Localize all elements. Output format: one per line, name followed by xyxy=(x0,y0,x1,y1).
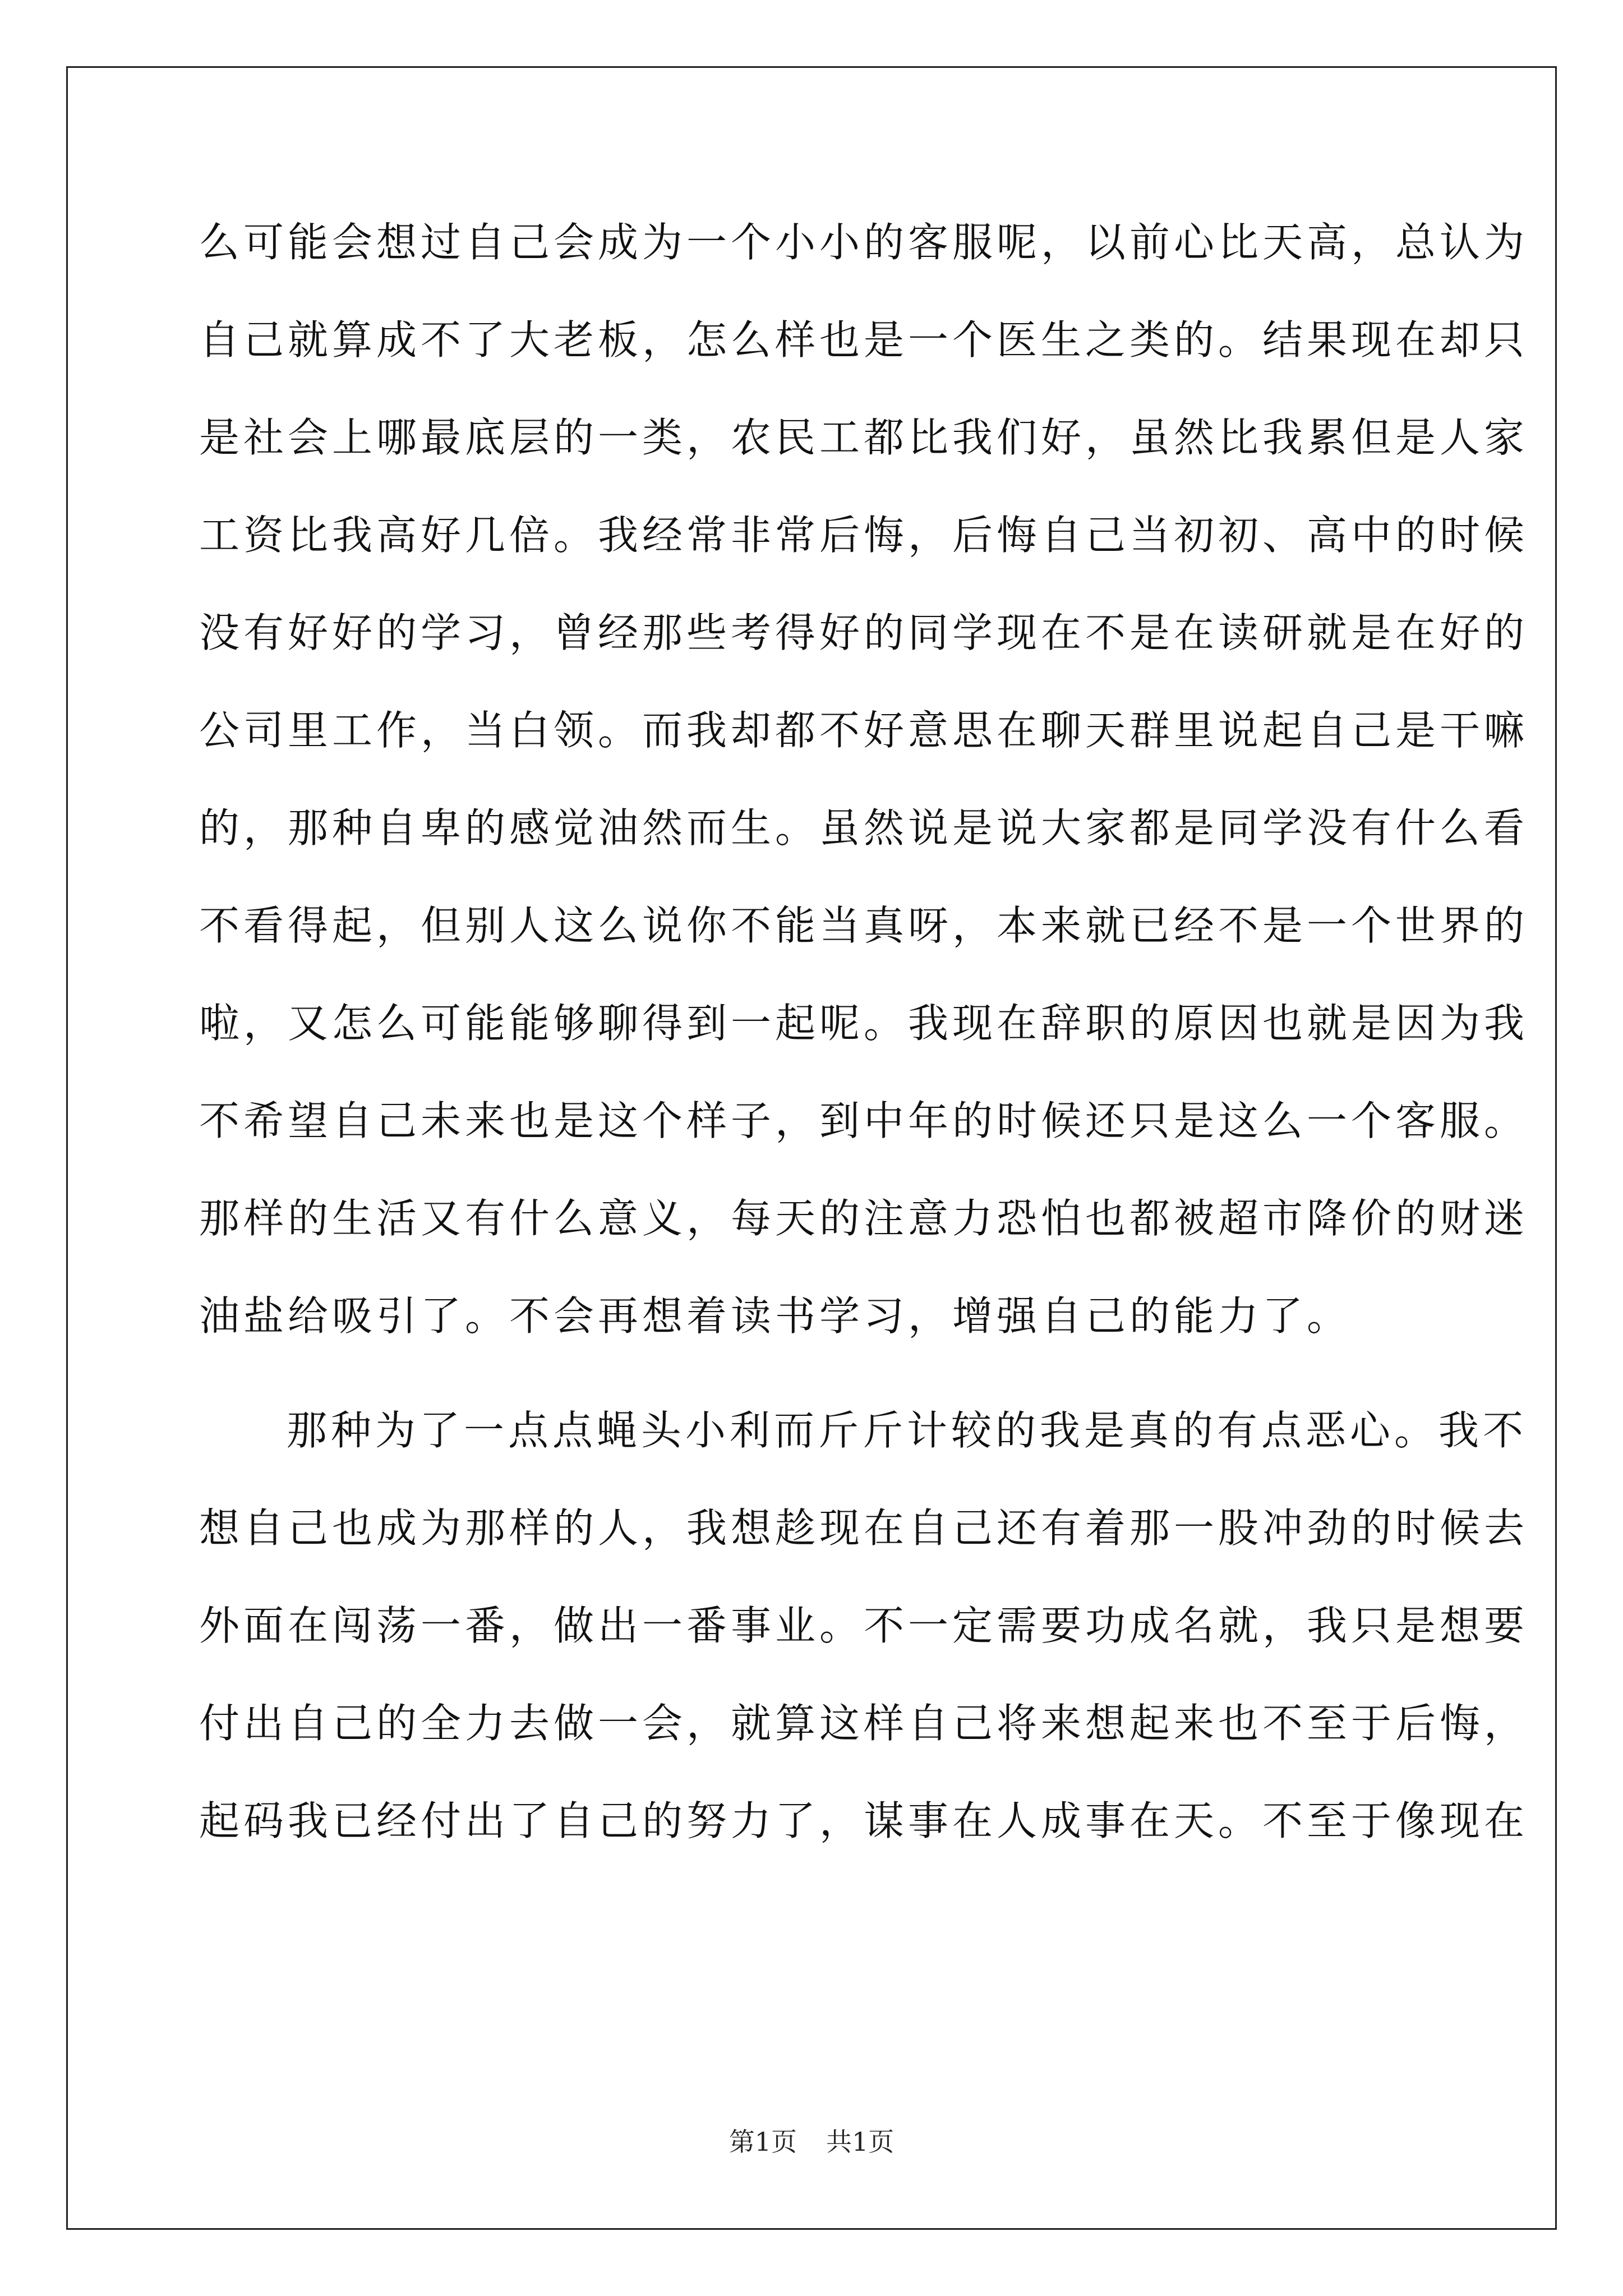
paragraph-2-line: 起码我已经付出了自己的努力了，谋事在人成事在天。不至于像现在 xyxy=(199,1797,1529,1844)
page-footer xyxy=(0,2125,1623,2159)
paragraph-1-line: 是社会上哪最底层的一类，农民工都比我们好，虽然比我累但是人家 xyxy=(199,414,1529,461)
paragraph-1-line: 不看得起，但别人这么说你不能当真呀，本来就已经不是一个世界的 xyxy=(199,902,1529,949)
total-pages: 共1页 xyxy=(826,2127,895,2157)
paragraph-2-line: 想自己也成为那样的人，我想趁现在自己还有着那一股冲劲的时候去 xyxy=(199,1504,1529,1552)
paragraph-1-line: 不希望自己未来也是这个样子，到中年的时候还只是这么一个客服。 xyxy=(199,1097,1529,1144)
paragraph-2-line: 外面在闯荡一番，做出一番事业。不一定需要功成名就，我只是想要 xyxy=(199,1602,1529,1649)
page-number: 第1页 xyxy=(728,2127,797,2157)
paragraph-1-line: 工资比我高好几倍。我经常非常后悔，后悔自己当初初、高中的时候 xyxy=(199,512,1529,559)
paragraph-1-line: 么可能会想过自己会成为一个小小的客服呢，以前心比天高，总认为 xyxy=(199,219,1529,266)
paragraph-1-line: 没有好好的学习，曾经那些考得好的同学现在不是在读研就是在好的 xyxy=(199,609,1529,656)
paragraph-1-line: 公司里工作，当白领。而我却都不好意思在聊天群里说起自己是干嘛 xyxy=(199,707,1529,754)
paragraph-1-line: 的，那种自卑的感觉油然而生。虽然说是说大家都是同学没有什么看 xyxy=(199,804,1529,852)
paragraph-1-line: 那样的生活又有什么意义，每天的注意力恐怕也都被超市降价的财迷 xyxy=(199,1195,1529,1242)
paragraph-1-line: 油盐给吸引了。不会再想着读书学习，增强自己的能力了。 xyxy=(199,1292,1352,1340)
paragraph-2-line: 那种为了一点点蝇头小利而斤斤计较的我是真的有点恶心。我不 xyxy=(287,1407,1528,1454)
paragraph-1-line: 啦，又怎么可能能够聊得到一起呢。我现在辞职的原因也就是因为我 xyxy=(199,1000,1529,1047)
paragraph-2-line: 付出自己的全力去做一会，就算这样自己将来想起来也不至于后悔， xyxy=(199,1700,1529,1747)
document-body xyxy=(199,208,1529,1884)
paragraph-gap xyxy=(199,1379,1438,1396)
paragraph-1-line: 自己就算成不了大老板，怎么样也是一个医生之类的。结果现在却只 xyxy=(199,316,1529,364)
